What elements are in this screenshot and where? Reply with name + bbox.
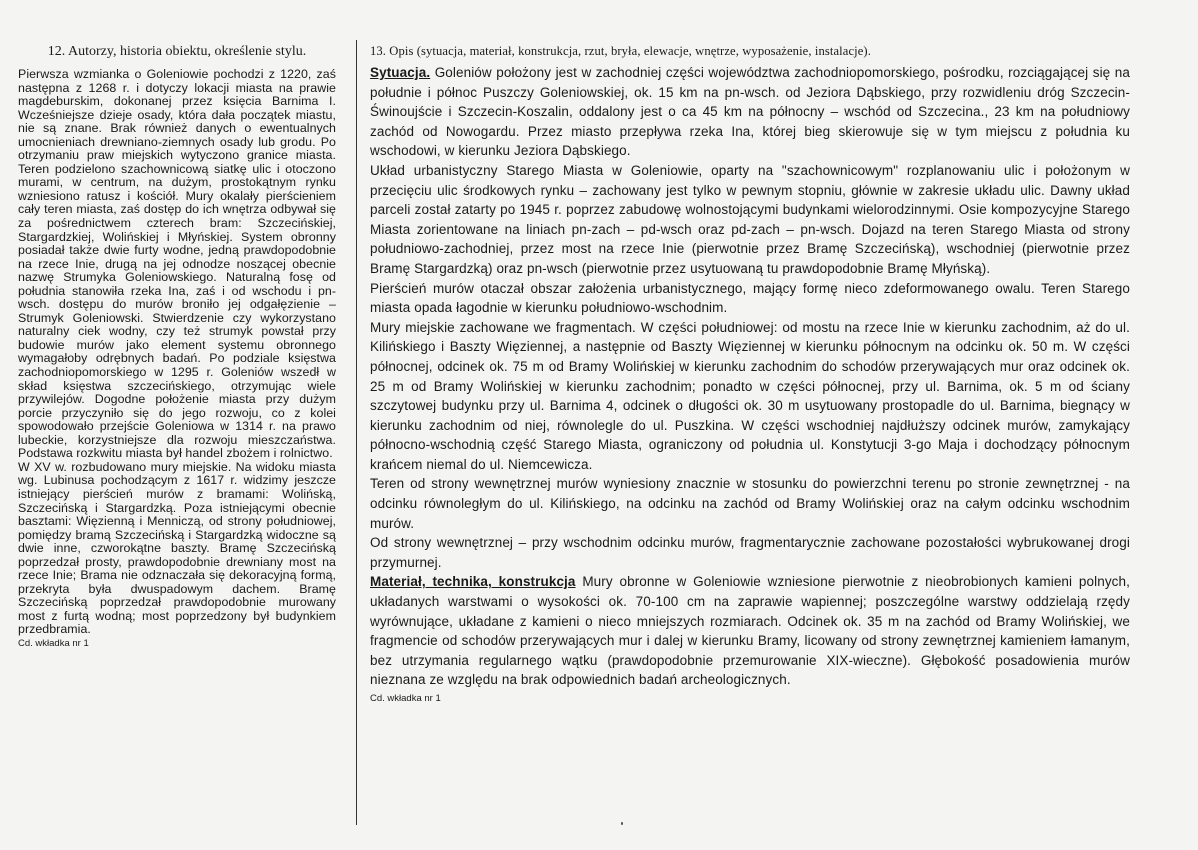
section-12-heading: 12. Autorzy, historia obiektu, określenie stylu.	[47, 44, 307, 59]
situation-label: Sytuacja.	[370, 65, 431, 80]
urban-layout-paragraph: Układ urbanistyczny Starego Miasta w Goleniowie, oparty na "szachownicowym" rozplanowaniu ulic i położonym w przecięciu ulic środkowych rynku – zachowany jest tylko w pewnym stopniu, głównie w zakresie układu ulic. Dawny układ parceli został zatarty po 1945 r. poprzez zabudowę wolnostojącymi budynkami wielorodzinnymi. Osie kompozycyjne Starego Miasta zorientowane na liniach pn-zach – pd-wsch oraz pd-zach – pn-wsch. Dojazd na teren Starego Miasta od strony południowo-zachodniej, przez most na rzece Inie (pierwotnie przez Bramę Szczecińską), wschodniej (pierwotnie przez Bramę Stargardzką) oraz pn-wsch (pierwotnie przez usytuowaną tu prawdopodobnie Bramę Młyńską).	[370, 162, 1130, 276]
scan-speck	[621, 822, 623, 825]
material-paragraph	[370, 572, 1130, 690]
walls-fragments-paragraph: Mury miejskie zachowane we fragmentach. W części południowej: od mostu na rzece Inie w kierunku zachodnim, aż do ul. Kilińskiego i Baszty Więziennej, a następnie od Baszty Więziennej w kierunku północnym na odcinku ok. 50 m. W części północnej, odcinek ok. 75 m od Bramy Wolińskiej w kierunku zachodnim do schodów przerywających mur oraz odcinek ok. 25 m od Bramy Wolińskiej w kierunku zachodnim; ponadto w części północnej, przy ul. Barnima, ok. 5 m od ściany szczytowej budynku przy ul. Barnima 4, odcinek o długości ok. 30 m usytuowany prostopadle do ul. Barnima, biegnący w kierunku zachodnim od niej, równolegle do ul. Puszkina. W części wschodniej najdłuższy odcinek murów, zamykający północno-wschodnią część Starego Miasta, ograniczony od południa ul. Konstytucji 3-go Maja i dochodzący północnym krańcem niemal do ul. Niemcewicza.	[370, 319, 1130, 472]
left-column	[18, 44, 336, 649]
column-divider	[356, 40, 357, 825]
history-paragraph-1: Pierwsza wzmianka o Goleniowie pochodzi z 1220, zaś następna z 1268 r. i dotyczy lokacji miasta na prawie magdeburskim, dokonanej przez księcia Barnima I. Wcześniejsze dzieje osady, która dała początek miastu, nie są znane. Brak również danych o ewentualnych umocnieniach drewniano-ziemnych osady lub grodu. Po otrzymaniu praw miejskich wytyczono granice miasta. Teren podzielono szachownicową siatkę ulic i otoczono murami, w centrum, na dużym, prostokątnym rynku wzniesiono ratusz i kościół. Mury okalały pierścieniem cały teren miasta, zaś dostęp do ich wnętrza odbywał się za pośrednictwem czterech bram: Szczecińskiej, Stargardzkiej, Wolińskiej i Młyńskiej. System obronny posiadał także dwie furty wodne, jedną prawdopodobnie na rzece Inie, drugą na jej odnodze noszącej obecnie nazwę Strumyka Goleniowskiego. Naturalną fosę od południa stanowiła rzeka Ina, zaś i od wschodu i pn-wsch. dostępu do murów broniło jej odgałęzienie – Strumyk Goleniowski. Stwierdzenie czy wykorzystano naturalny ciek wodny, czy też strumyk powstał przy budowie murów jako element systemu obronnego wymagałoby odrębnych badań. Po podziale księstwa zachodniopomorskiego w 1295 r. Goleniów wszedł w skład księstwa szczecińskiego, otrzymując wiele przywilejów. Dogodne położenie miasta przy dużym porcie przyczyniło się do jego rozwoju, co z kolei spowodowało przejście Goleniowa w 1314 r. na prawo lubeckie, korzystniejsze dla rozwoju mieszczaństwa. Podstawa rozkwitu miasta był handel zbożem i rolnictwo.	[18, 67, 336, 461]
right-column	[370, 44, 1130, 704]
material-label: Materiał, technika, konstrukcja	[370, 574, 576, 590]
history-paragraph-2: W XV w. rozbudowano mury miejskie. Na widoku miasta wg. Lubinusa pochodzącym z 1617 r. widzimy jeszcze istniejący pierścień murów z bramami: Wolińską, Szczecińską i Stargardzką. Poza istniejącymi obecnie basztami: Więzienną i Menniczą, od strony południowej, pomiędzy bramą Szczecińską i Stargardzką widoczne są dwie inne, czworokątne baszty. Bramę Szczecińską poprzedzał prosty, prawdopodobnie drewniany most na rzece Inie; Brama nie odznaczała się dekoracyjną formą, przekryta była dwuspadowym dachem. Bramę Szczecińską poprzedzał prawdopodobnie murowany most z furtą wodną; most poprzedzony był budynkiem przedbramia.	[18, 459, 336, 637]
terrain-paragraph: Teren od strony wewnętrznej murów wyniesiony znacznie w stosunku do powierzchni terenu po stronie zewnętrznej - na odcinku równoległym do ul. Kilińskiego, na odcinku na zachód od Bramy Wolińskiej oraz na całym odcinku wschodnim murów.	[370, 476, 1130, 531]
road-paragraph: Od strony wewnętrznej – przy wschodnim odcinku murów, fragmentarycznie zachowane pozostałości wybrukowanej drogi przymurnej.	[370, 535, 1130, 570]
material-text: Mury obronne w Goleniowie wzniesione pierwotnie z nieobrobionych kamieni polnych, układanych warstwami o wysokości ok. 70-100 cm na zaprawie wapiennej; poszczególne warstwy oddzielają rzędy wyrównujące, układane z kamieni o nieco mniejszych rozmiarach. Odcinek ok. 35 m na zachód od Bramy Wolińskiej, we fragmencie od schodów przerywających mur i dalej w kierunku Bramy, licowany od strony zewnętrznej kamieniem łamanym, bez utrzymania regularnego wątku (prawdopodobnie przemurowanie XIX-wieczne). Głębokość posadowienia murów nieznana ze względu na brak odpowiednich badań archeologicznych.	[370, 574, 1130, 688]
continuation-note-left: Cd. wkładka nr 1	[18, 637, 89, 649]
situation-text: Goleniów położony jest w zachodniej części województwa zachodniopomorskiego, pośrodku, rozciągającej się na południe i północ Puszczy Goleniowskiej, ok. 15 km na pn-wsch. od Jeziora Dąbskiego, przy rozwidleniu dróg Szczecin-Świnoujście i Szczecin-Koszalin, oddalony jest o ca 45 km na północny – wschód od Szczecina., 23 km na południowy zachód od Nowogardu. Przez miasto przepływa rzeka Ina, której bieg skierowuje się w tym miejscu z południa ku wschodowi, w kierunku Jeziora Dąbskiego.	[370, 65, 1130, 159]
wall-ring-paragraph: Pierścień murów otaczał obszar założenia urbanistycznego, mający formę nieco zdeformowanego owalu. Teren Starego miasta opada łagodnie w kierunku południowo-wschodnim.	[370, 280, 1130, 316]
continuation-note-right: Cd. wkładka nr 1	[370, 693, 441, 704]
section-13-heading: 13. Opis (sytuacja, materiał, konstrukcja, rzut, bryła, elewacje, wnętrze, wyposażenie, instalacje).	[370, 44, 871, 58]
situation-paragraph	[370, 63, 1130, 161]
